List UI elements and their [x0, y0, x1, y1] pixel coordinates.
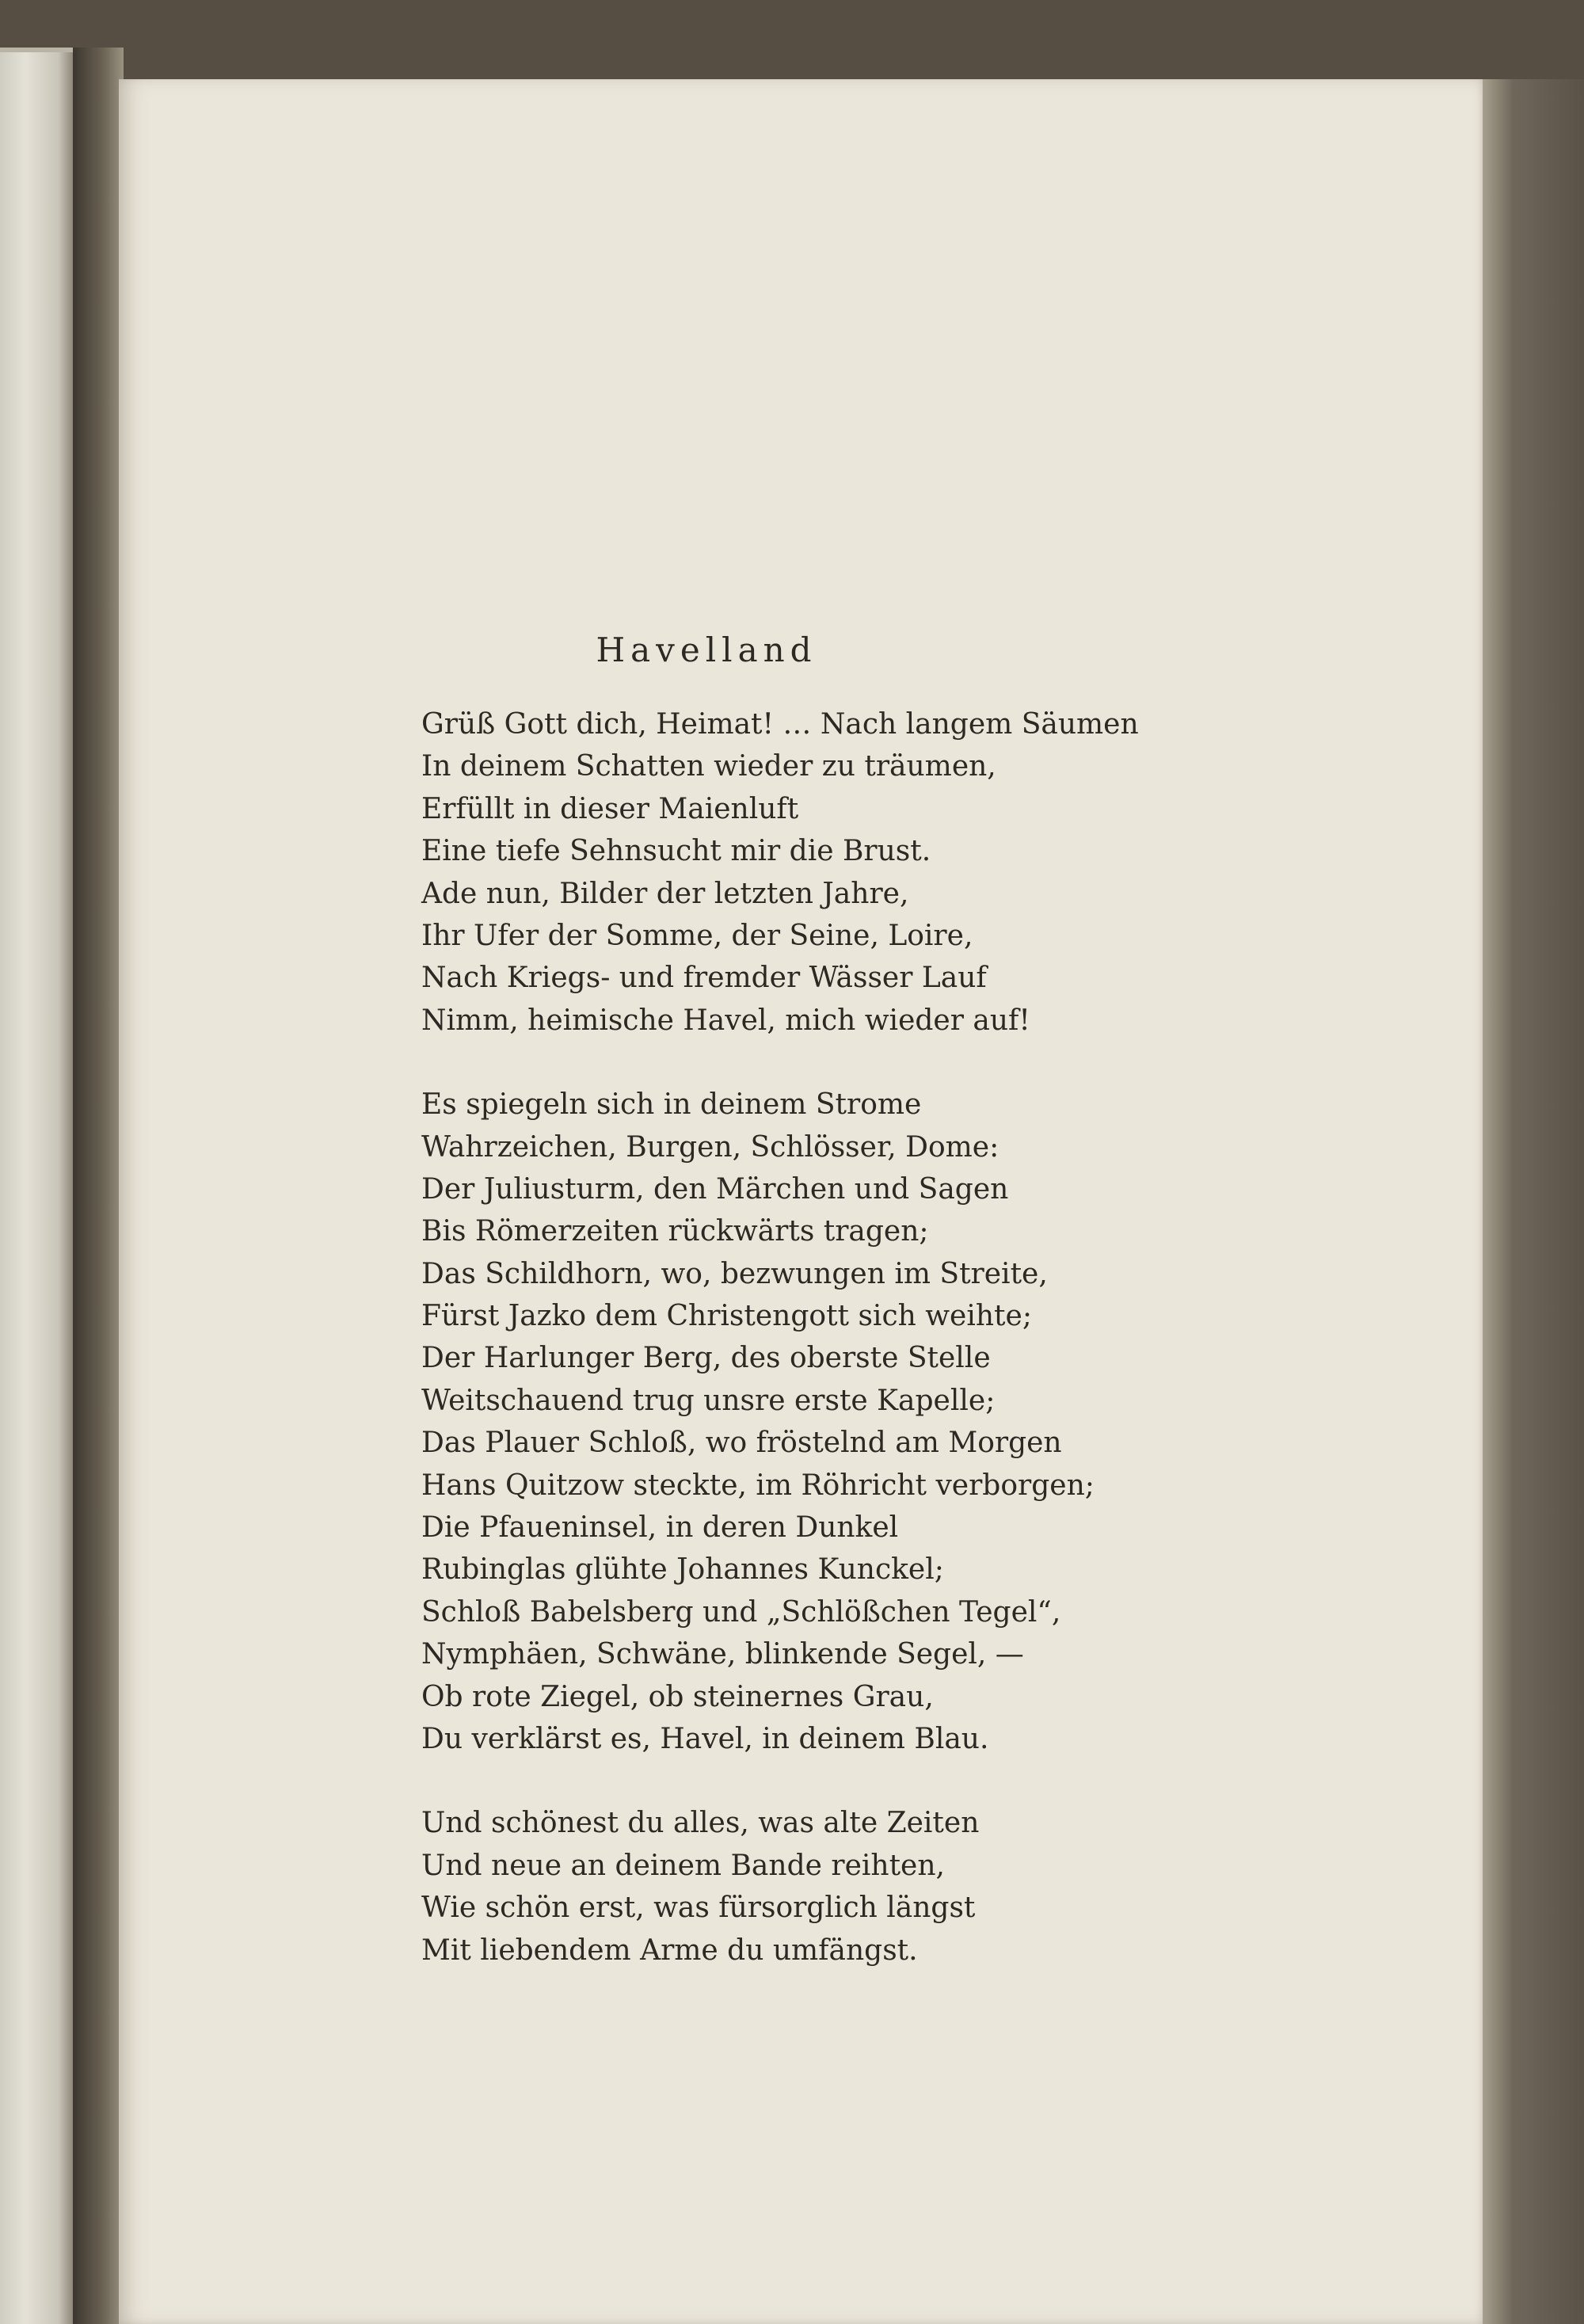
poem-line: Ade nun, Bilder der letzten Jahre, — [421, 877, 909, 910]
stanza-3 — [421, 1802, 1293, 1972]
poem-line: Und neue an deinem Bande reihten, — [421, 1849, 945, 1882]
poem-line: Die Pfaueninsel, in deren Dunkel — [421, 1511, 899, 1545]
stanza-2 — [421, 1084, 1293, 1760]
poem-line: Der Harlunger Berg, des oberste Stelle — [421, 1342, 991, 1375]
poem-line: Grüß Gott dich, Heimat! … Nach langem Säumen — [421, 708, 1139, 741]
poem-line: Fürst Jazko dem Christengott sich weihte; — [421, 1300, 1032, 1333]
book-cover-edge — [0, 48, 73, 2324]
poem-line: Wahrzeichen, Burgen, Schlösser, Dome: — [421, 1130, 1000, 1164]
poem-line: Nymphäen, Schwäne, blinkende Segel, — — [421, 1638, 1024, 1671]
poem-title: Havelland — [596, 631, 817, 669]
poem-line: Ihr Ufer der Somme, der Seine, Loire, — [421, 919, 973, 952]
poem-line: Bis Römerzeiten rückwärts tragen; — [421, 1215, 929, 1248]
stanza-1 — [421, 703, 1293, 1042]
poem-line: In deinem Schatten wieder zu träumen, — [421, 750, 996, 783]
book-gutter — [73, 48, 124, 2324]
poem — [421, 626, 1293, 2013]
poem-line: Wie schön erst, was fürsorglich längst — [421, 1892, 976, 1925]
poem-line: Es spiegeln sich in deinem Strome — [421, 1088, 922, 1122]
poem-line: Erfüllt in dieser Maienluft — [421, 792, 799, 825]
page-edge-shadow — [1483, 79, 1584, 2324]
poem-line: Und schönest du alles, was alte Zeiten — [421, 1807, 980, 1840]
poem-line: Mit liebendem Arme du umfängst. — [421, 1933, 918, 1967]
poem-line: Das Plauer Schloß, wo fröstelnd am Morgen — [421, 1427, 1062, 1460]
poem-line: Nimm, heimische Havel, mich wieder auf! — [421, 1004, 1030, 1037]
poem-line: Weitschauend trug unsre erste Kapelle; — [421, 1384, 996, 1417]
poem-line: Eine tiefe Sehnsucht mir die Brust. — [421, 835, 931, 868]
poem-line: Rubinglas glühte Johannes Kunckel; — [421, 1553, 944, 1587]
poem-line: Hans Quitzow steckte, im Röhricht verborgen; — [421, 1469, 1095, 1502]
poem-line: Du verklärst es, Havel, in deinem Blau. — [421, 1722, 989, 1755]
poem-line: Das Schildhorn, wo, bezwungen im Streite, — [421, 1257, 1048, 1290]
poem-line: Nach Kriegs- und fremder Wässer Lauf — [421, 962, 987, 995]
poem-line: Schloß Babelsberg und „Schlößchen Tegel“, — [421, 1595, 1061, 1629]
poem-line: Der Juliusturm, den Märchen und Sagen — [421, 1172, 1009, 1206]
poem-line: Ob rote Ziegel, ob steinernes Grau, — [421, 1680, 934, 1713]
